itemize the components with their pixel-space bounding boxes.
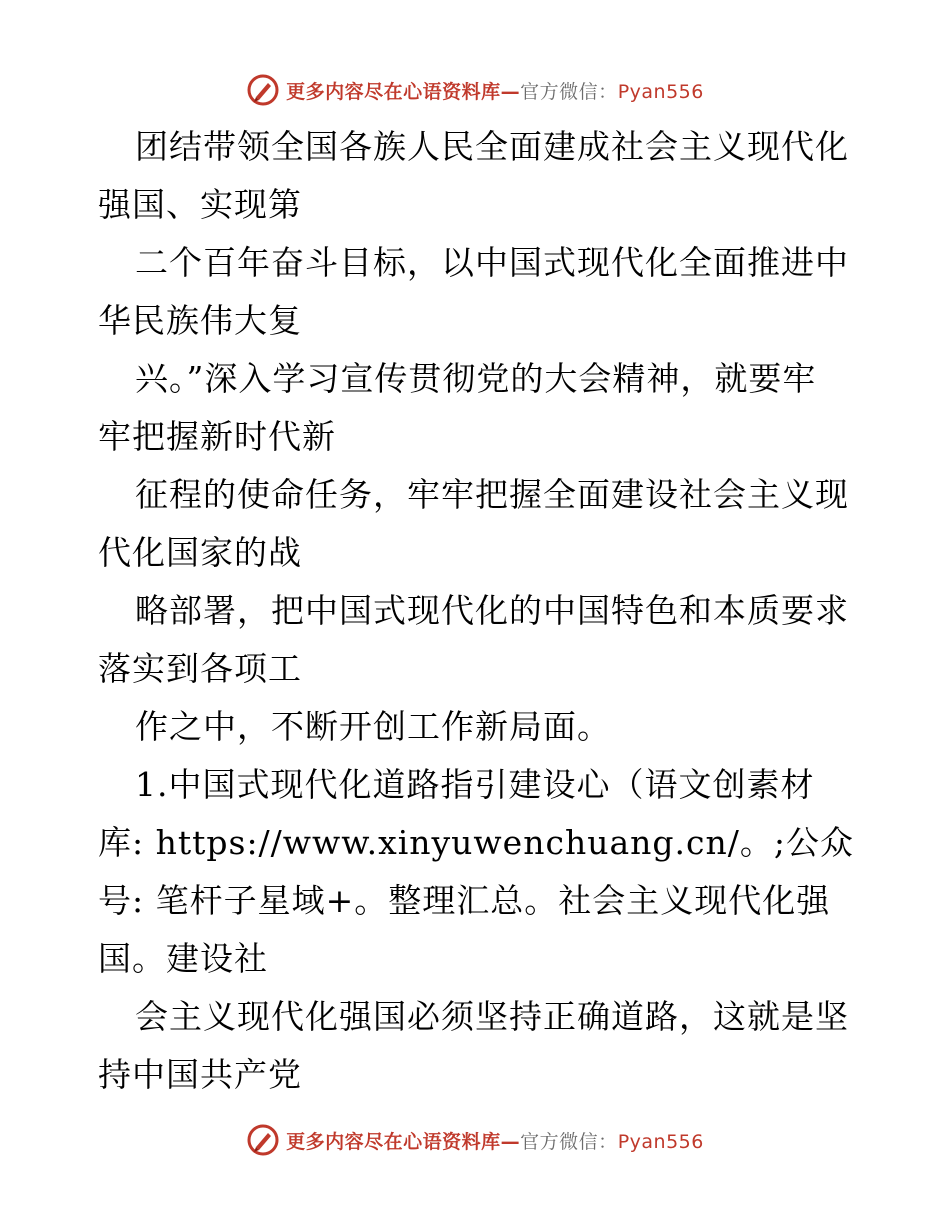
footer-brand: 更多内容尽在心语资料库 (286, 1130, 501, 1153)
text-line: 1.中国式现代化道路指引建设心（语文创素材 (135, 765, 815, 804)
text-line: 兴。”深入学习宣传贯彻党的大会精神，就要牢 (135, 359, 817, 398)
document-body (98, 118, 858, 1104)
text-line: 征程的使命任务，牢牢把握全面建设社会主义现 (135, 475, 849, 514)
header-separator: — (500, 80, 521, 103)
footer-banner-text (286, 1127, 704, 1154)
footer-separator: — (500, 1130, 521, 1153)
text-line: 团结带领全国各族人民全面建成社会主义现代化 (135, 127, 849, 166)
pen-logo-icon (246, 1123, 280, 1157)
text-line: 号: 笔杆子星域+。整理汇总。社会主义现代化强 (98, 881, 831, 920)
text-line: 强国、实现第 (98, 185, 302, 224)
footer-wechat-label: 官方微信： (520, 1130, 618, 1153)
text-line: 华民族伟大复 (98, 301, 302, 340)
text-line: 会主义现代化强国必须坚持正确道路，这就是坚 (135, 997, 849, 1036)
header-wechat-id: Pyan556 (617, 80, 704, 103)
header-brand: 更多内容尽在心语资料库 (286, 80, 501, 103)
text-line: 库: https://www.xinyuwenchuang.cn/。;公众 (98, 823, 854, 862)
text-line: 二个百年奋斗目标，以中国式现代化全面推进中 (135, 243, 849, 282)
text-line: 代化国家的战 (98, 533, 302, 572)
footer-wechat-id: Pyan556 (617, 1130, 704, 1153)
text-line: 牢把握新时代新 (98, 417, 336, 456)
text-line: 国。建设社 (98, 939, 268, 978)
pen-logo-icon (246, 73, 280, 107)
footer-banner (0, 1120, 950, 1160)
header-banner-text (286, 77, 704, 104)
header-wechat-label: 官方微信： (520, 80, 618, 103)
text-line: 作之中，不断开创工作新局面。 (135, 707, 611, 746)
text-line: 落实到各项工 (98, 649, 302, 688)
text-line: 略部署，把中国式现代化的中国特色和本质要求 (135, 591, 849, 630)
header-banner (0, 70, 950, 110)
text-line: 持中国共产党 (98, 1055, 302, 1094)
